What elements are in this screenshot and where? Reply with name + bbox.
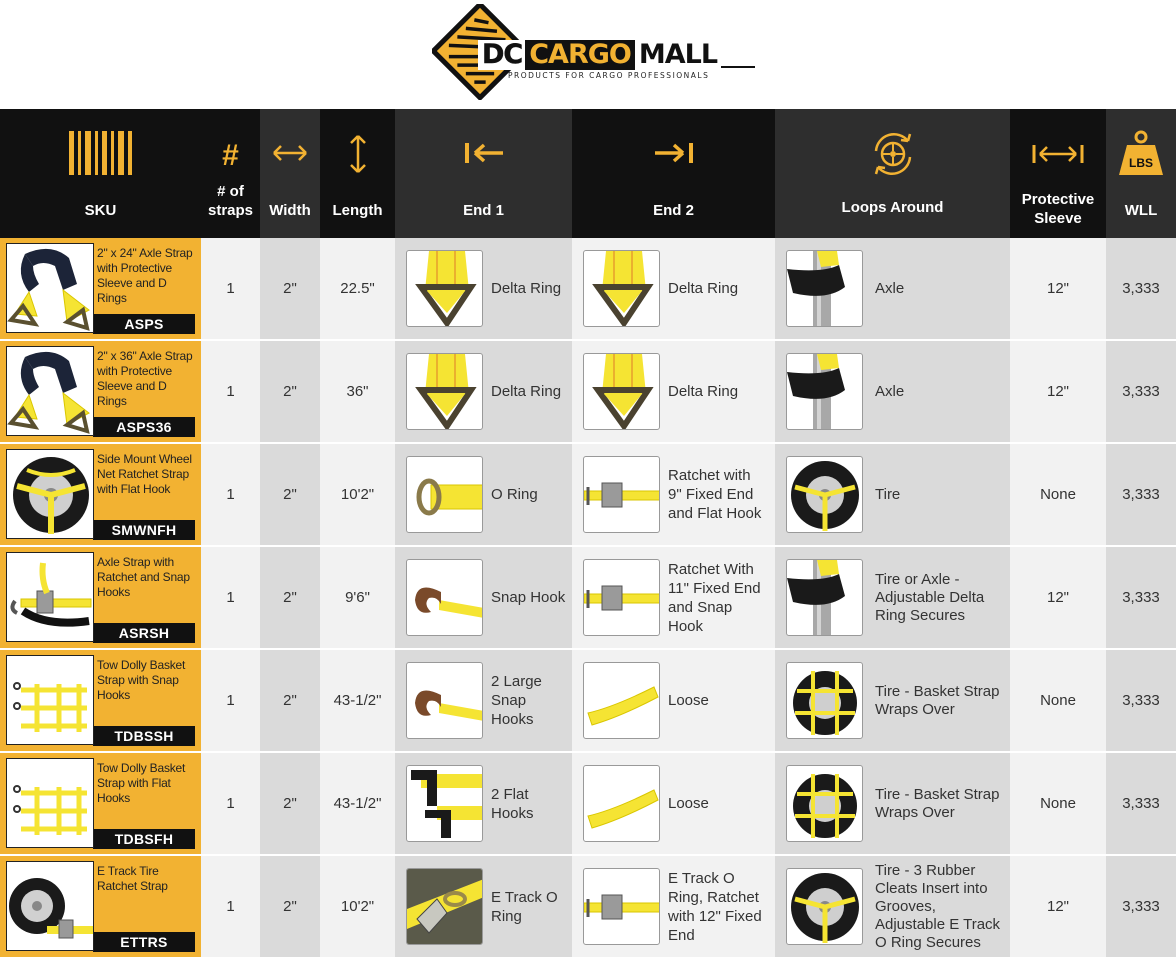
sku-info xyxy=(94,758,195,849)
end2-text: Ratchet with 9" Fixed End and Flat Hook xyxy=(668,467,762,522)
sku-code[interactable]: ASRSH xyxy=(93,623,195,643)
product-image[interactable] xyxy=(6,655,94,745)
end2-cell xyxy=(572,650,775,753)
wll-value: 3,333 xyxy=(1122,486,1160,503)
sleeve-value: 12" xyxy=(1046,383,1069,400)
end1-text: O Ring xyxy=(491,486,538,503)
end2-image[interactable] xyxy=(583,662,660,739)
strap-length xyxy=(320,650,395,753)
header-wll: LBS WLL xyxy=(1106,109,1176,238)
header-straps: # # of straps xyxy=(201,109,260,238)
loops-cell xyxy=(775,753,1010,856)
sleeve-cell xyxy=(1010,238,1106,341)
straps-count xyxy=(201,238,260,341)
barcode-icon xyxy=(0,129,201,177)
end2-cell xyxy=(572,341,775,444)
straps-count xyxy=(201,444,260,547)
wll-cell xyxy=(1106,444,1176,547)
end1-text: Delta Ring xyxy=(491,280,562,297)
wll-cell xyxy=(1106,856,1176,958)
end1-text: Snap Hook xyxy=(491,589,566,606)
sleeve-value: 12" xyxy=(1046,898,1069,915)
sku-cell[interactable] xyxy=(0,856,201,958)
strap-length xyxy=(320,238,395,341)
wll-value: 3,333 xyxy=(1122,795,1160,812)
svg-text:LBS: LBS xyxy=(1129,156,1153,170)
sku-code[interactable]: ASPS36 xyxy=(93,417,195,437)
sku-info xyxy=(94,552,195,643)
header-end1: End 1 xyxy=(395,109,572,238)
sku-cell[interactable] xyxy=(0,650,201,753)
end2-text: E Track O Ring, Ratchet with 12" Fixed End xyxy=(668,869,762,944)
sleeve-cell xyxy=(1010,753,1106,856)
end1-cell xyxy=(395,856,572,958)
product-image[interactable] xyxy=(6,552,94,642)
loops-cell xyxy=(775,856,1010,958)
end1-cell xyxy=(395,650,572,753)
end1-image[interactable] xyxy=(406,868,483,945)
end2-text: Loose xyxy=(668,795,709,812)
end1-image[interactable] xyxy=(406,456,483,533)
end1-image[interactable] xyxy=(406,250,483,327)
sku-code[interactable]: TDBSSH xyxy=(93,726,195,746)
wll-value: 3,333 xyxy=(1122,589,1160,606)
product-image[interactable] xyxy=(6,346,94,436)
end2-text: Delta Ring xyxy=(668,383,739,400)
end1-cell xyxy=(395,238,572,341)
header-width: Width xyxy=(260,109,320,238)
loops-image[interactable] xyxy=(786,456,863,533)
straps-count xyxy=(201,650,260,753)
header-sku: SKU xyxy=(0,109,201,238)
end1-text: 2 Flat Hooks xyxy=(491,785,534,822)
strap-length-value: 9'6" xyxy=(345,589,370,606)
sleeve-cell xyxy=(1010,856,1106,958)
product-image[interactable] xyxy=(6,758,94,848)
end1-image[interactable] xyxy=(406,662,483,739)
straps-count-value: 1 xyxy=(226,692,235,709)
straps-count-value: 1 xyxy=(226,486,235,503)
end1-cell xyxy=(395,341,572,444)
sku-info xyxy=(94,243,195,334)
sku-info xyxy=(94,346,195,437)
wll-cell xyxy=(1106,238,1176,341)
dc-cargo-mall-logo[interactable] xyxy=(432,4,762,100)
sku-info xyxy=(94,449,195,540)
strap-width xyxy=(260,650,320,753)
product-image[interactable] xyxy=(6,861,94,951)
end2-cell xyxy=(572,547,775,650)
loops-text: Axle xyxy=(875,279,905,297)
end1-cell xyxy=(395,753,572,856)
strap-width xyxy=(260,238,320,341)
wll-cell xyxy=(1106,753,1176,856)
end2-cell xyxy=(572,238,775,341)
wheel-loop-icon xyxy=(775,129,1010,179)
loops-cell xyxy=(775,238,1010,341)
loops-image[interactable] xyxy=(786,662,863,739)
end2-image[interactable] xyxy=(583,765,660,842)
end1-text: Delta Ring xyxy=(491,383,562,400)
strap-length xyxy=(320,444,395,547)
loops-image[interactable] xyxy=(786,765,863,842)
strap-length-value: 43-1/2" xyxy=(333,692,382,709)
strap-length-value: 22.5" xyxy=(340,280,375,297)
loops-cell xyxy=(775,341,1010,444)
loops-text: Axle xyxy=(875,382,905,400)
sleeve-cell xyxy=(1010,547,1106,650)
wll-cell xyxy=(1106,341,1176,444)
sku-code[interactable]: ETTRS xyxy=(93,932,195,952)
sleeve-value: 12" xyxy=(1046,280,1069,297)
weight-icon xyxy=(1106,129,1176,179)
end2-text: Delta Ring xyxy=(668,280,739,297)
loops-image[interactable] xyxy=(786,250,863,327)
sku-cell[interactable] xyxy=(0,753,201,856)
wll-value: 3,333 xyxy=(1122,692,1160,709)
loops-text: Tire or Axle - Adjustable Delta Ring Secures xyxy=(875,570,985,624)
straps-count-value: 1 xyxy=(226,280,235,297)
arrow-right-bar-icon xyxy=(572,141,775,165)
sku-code[interactable]: ASPS xyxy=(93,314,195,334)
header-end2: End 2 xyxy=(572,109,775,238)
strap-width-value: 2" xyxy=(283,486,297,503)
wll-value: 3,333 xyxy=(1122,280,1160,297)
strap-width-value: 2" xyxy=(283,692,297,709)
end2-text: Loose xyxy=(668,692,709,709)
sku-code[interactable]: TDBSFH xyxy=(93,829,195,849)
straps-count xyxy=(201,753,260,856)
vertical-arrows-icon xyxy=(320,133,395,175)
sku-info xyxy=(94,861,195,952)
sleeve-value: 12" xyxy=(1046,589,1069,606)
loops-image[interactable] xyxy=(786,559,863,636)
straps-count-value: 1 xyxy=(226,383,235,400)
horizontal-arrows-icon xyxy=(260,143,320,163)
end2-text: Ratchet With 11" Fixed End and Snap Hook xyxy=(668,560,761,635)
sleeve-arrows-icon xyxy=(1010,143,1106,165)
strap-length-value: 36" xyxy=(346,383,369,400)
product-description: 2" x 36" Axle Strap with Protective Sleeve and D Rings xyxy=(97,349,193,408)
product-image[interactable] xyxy=(6,243,94,333)
end1-image[interactable] xyxy=(406,353,483,430)
strap-length xyxy=(320,856,395,958)
straps-count-value: 1 xyxy=(226,589,235,606)
strap-width-value: 2" xyxy=(283,898,297,915)
loops-text: Tire - 3 Rubber Cleats Insert into Grooves, Adjustable E Track O Ring Secures xyxy=(875,861,1001,951)
strap-width-value: 2" xyxy=(283,795,297,812)
end2-image[interactable] xyxy=(583,559,660,636)
loops-cell xyxy=(775,650,1010,753)
strap-length-value: 10'2" xyxy=(340,898,375,915)
sleeve-value: None xyxy=(1040,486,1076,503)
sleeve-cell xyxy=(1010,650,1106,753)
sku-info xyxy=(94,655,195,746)
end2-image[interactable] xyxy=(583,456,660,533)
header-length: Length xyxy=(320,109,395,238)
product-description: Side Mount Wheel Net Ratchet Strap with Flat Hook xyxy=(97,452,192,496)
strap-width xyxy=(260,341,320,444)
straps-count xyxy=(201,547,260,650)
loops-cell xyxy=(775,444,1010,547)
wll-cell xyxy=(1106,547,1176,650)
loops-cell xyxy=(775,547,1010,650)
strap-width xyxy=(260,856,320,958)
straps-count-value: 1 xyxy=(226,795,235,812)
loops-image[interactable] xyxy=(786,353,863,430)
product-description: 2" x 24" Axle Strap with Protective Sleeve and D Rings xyxy=(97,246,193,305)
header-sleeve: Protective Sleeve xyxy=(1010,109,1106,238)
strap-width xyxy=(260,753,320,856)
sleeve-cell xyxy=(1010,341,1106,444)
end2-image[interactable] xyxy=(583,250,660,327)
wll-value: 3,333 xyxy=(1122,383,1160,400)
strap-length xyxy=(320,341,395,444)
strap-width-value: 2" xyxy=(283,589,297,606)
logo-tagline: PRODUCTS FOR CARGO PROFESSIONALS xyxy=(508,71,710,80)
sku-cell[interactable] xyxy=(0,238,201,341)
strap-width xyxy=(260,547,320,650)
end2-image[interactable] xyxy=(583,868,660,945)
sku-cell[interactable] xyxy=(0,341,201,444)
straps-count-value: 1 xyxy=(226,898,235,915)
hash-icon: # xyxy=(222,139,239,172)
header-loops: Loops Around xyxy=(775,109,1010,238)
wll-value: 3,333 xyxy=(1122,898,1160,915)
end2-cell xyxy=(572,856,775,958)
sku-cell[interactable] xyxy=(0,547,201,650)
loops-text: Tire xyxy=(875,485,901,503)
sleeve-cell xyxy=(1010,444,1106,547)
loops-text: Tire - Basket Strap Wraps Over xyxy=(875,785,1000,821)
loops-text: Tire - Basket Strap Wraps Over xyxy=(875,682,1000,718)
strap-width xyxy=(260,444,320,547)
end2-cell xyxy=(572,753,775,856)
sku-cell[interactable] xyxy=(0,444,201,547)
sleeve-value: None xyxy=(1040,692,1076,709)
end1-image[interactable] xyxy=(406,559,483,636)
arrow-left-bar-icon xyxy=(395,141,572,165)
end1-text: 2 Large Snap Hooks xyxy=(491,673,542,728)
product-table xyxy=(0,109,1176,958)
product-description: Tow Dolly Basket Strap with Snap Hooks xyxy=(97,658,186,702)
end1-cell xyxy=(395,547,572,650)
product-description: Axle Strap with Ratchet and Snap Hooks xyxy=(97,555,190,599)
wll-cell xyxy=(1106,650,1176,753)
strap-length-value: 43-1/2" xyxy=(333,795,382,812)
sleeve-value: None xyxy=(1040,795,1076,812)
end2-cell xyxy=(572,444,775,547)
straps-count xyxy=(201,341,260,444)
straps-count xyxy=(201,856,260,958)
strap-length-value: 10'2" xyxy=(340,486,375,503)
product-description: E Track Tire Ratchet Strap xyxy=(97,864,168,893)
end1-text: E Track O Ring xyxy=(491,888,558,925)
end1-image[interactable] xyxy=(406,765,483,842)
strap-length xyxy=(320,753,395,856)
end2-image[interactable] xyxy=(583,353,660,430)
strap-length xyxy=(320,547,395,650)
loops-image[interactable] xyxy=(786,868,863,945)
product-image[interactable] xyxy=(6,449,94,539)
strap-width-value: 2" xyxy=(283,280,297,297)
sku-code[interactable]: SMWNFH xyxy=(93,520,195,540)
product-description: Tow Dolly Basket Strap with Flat Hooks xyxy=(97,761,186,805)
end1-cell xyxy=(395,444,572,547)
logo-wordmark: DC CARGO MALL xyxy=(478,40,721,70)
strap-width-value: 2" xyxy=(283,383,297,400)
